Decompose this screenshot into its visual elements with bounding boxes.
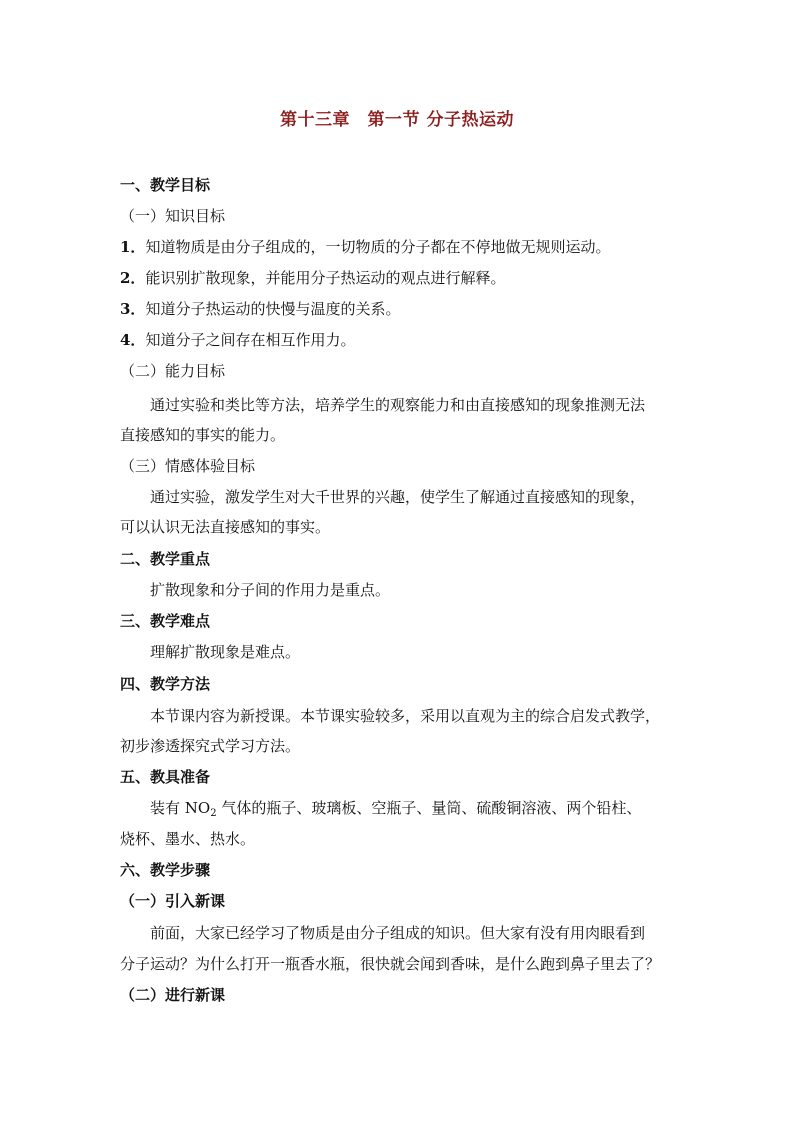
subheading-intro: （一）引入新课: [120, 892, 226, 910]
item-number: 1．: [120, 238, 146, 256]
section-heading-difficulties: 三、教学难点: [120, 612, 211, 630]
subscript: 2: [210, 808, 217, 819]
paragraph-line: 直接感知的事实的能力。: [120, 426, 286, 444]
subheading-knowledge: （一）知识目标: [120, 207, 226, 225]
list-item: [120, 268, 505, 288]
section-heading-objectives: 一、教学目标: [120, 176, 211, 194]
section-heading-steps: 六、教学步骤: [120, 861, 211, 879]
section-heading-methods: 四、教学方法: [120, 675, 211, 693]
paragraph-line: 通过实验和类比等方法，培养学生的观察能力和由直接感知的现象推测无法: [150, 396, 646, 414]
item-text: 知道分子之间存在相互作用力。: [145, 331, 356, 349]
paragraph-line: 烧杯、墨水、热水。: [120, 830, 256, 848]
list-item: [120, 237, 610, 257]
item-text: 知道物质是由分子组成的，一切物质的分子都在不停地做无规则运动。: [145, 238, 611, 256]
paragraph-line: 理解扩散现象是难点。: [150, 643, 301, 661]
subheading-new-lesson: （二）进行新课: [120, 986, 226, 1004]
paragraph-line: 本节课内容为新授课。本节课实验较多，采用以直观为主的综合启发式教学，: [150, 707, 661, 725]
item-number: 3．: [120, 300, 146, 318]
paragraph-line: 初步渗透探究式学习方法。: [120, 737, 301, 755]
list-item: [120, 299, 400, 319]
list-item: [120, 330, 355, 350]
paragraph-line: 前面，大家已经学习了物质是由分子组成的知识。但大家有没有用肉眼看到: [150, 924, 646, 942]
paragraph-line: 扩散现象和分子间的作用力是重点。: [150, 581, 391, 599]
paragraph-line: 分子运动？为什么打开一瓶香水瓶，很快就会闻到香味，是什么跑到鼻子里去了？: [120, 955, 661, 973]
page-title: 第十三章 第一节 分子热运动: [280, 110, 514, 130]
paragraph-line: 通过实验，激发学生对大千世界的兴趣，使学生了解通过直接感知的现象，: [150, 488, 646, 506]
text-fragment: 气体的瓶子、玻璃板、空瓶子、量筒、硫酸铜溶液、两个铅柱、: [216, 799, 642, 817]
paragraph-line: [150, 798, 641, 818]
paragraph-line: 可以认识无法直接感知的事实。: [120, 518, 331, 536]
section-heading-equipment: 五、教具准备: [120, 768, 211, 786]
item-text: 知道分子热运动的快慢与温度的关系。: [145, 300, 401, 318]
section-heading-key-points: 二、教学重点: [120, 550, 211, 568]
item-number: 2．: [120, 269, 146, 287]
item-text: 能识别扩散现象，并能用分子热运动的观点进行解释。: [145, 269, 506, 287]
subheading-ability: （二）能力目标: [120, 362, 226, 380]
subheading-emotion: （三）情感体验目标: [120, 457, 256, 475]
item-number: 4．: [120, 331, 146, 349]
text-fragment: 装有 NO: [150, 799, 211, 817]
